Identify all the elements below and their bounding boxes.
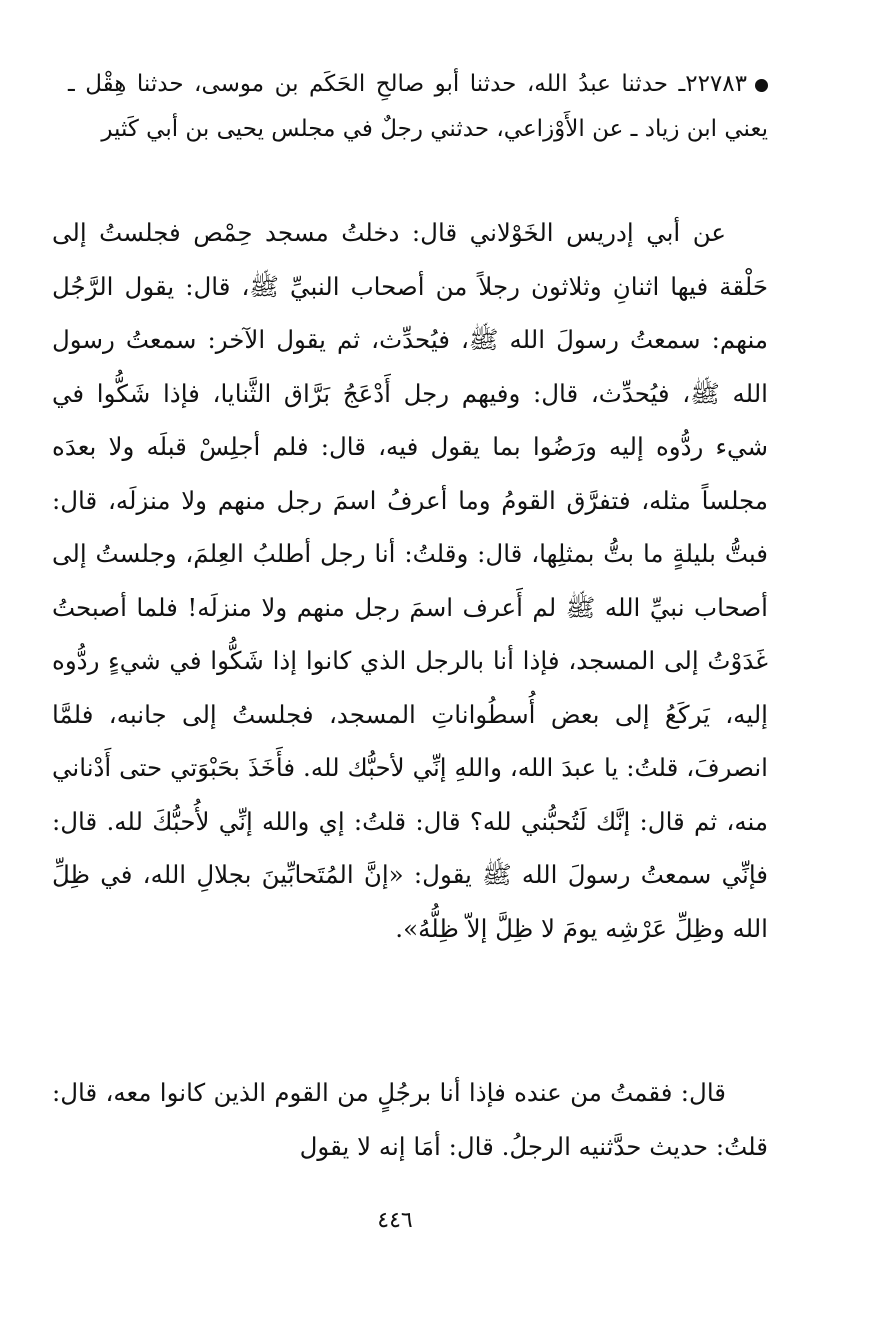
page-number: ٤٤٦ bbox=[377, 1208, 413, 1233]
hadith-isnad-paragraph bbox=[68, 62, 768, 152]
hadith-matn-paragraph bbox=[52, 206, 768, 955]
hadith-tail-text: قال: فقمتُ من عنده فإذا أنا برجُلٍ من القوم الذين كانوا معه، قال: قلتُ: حديث حدَّثنيه الرجلُ. قال: أمَا إنه لا يقول bbox=[52, 1078, 768, 1161]
bullet-icon bbox=[755, 79, 768, 92]
hadith-isnad-text: ٢٢٧٨٣ـ حدثنا عبدُ الله، حدثنا أبو صالحِ الحَكَم بن موسى، حدثنا هِقْل ـ يعني ابن زياد ـ عن الأَوْزاعي، حدثني رجلٌ في مجلس يحيى بن أبي كَثير bbox=[68, 71, 768, 142]
hadith-matn-text: عن أبي إدريس الخَوْلاني قال: دخلتُ مسجد حِمْص فجلستُ إلى حَلْقة فيها اثنانِ وثلاثون رجلاً من أصحاب النبيِّ ﷺ، قال: يقول الرَّجُل منهم: سمعتُ رسولَ الله ﷺ، فيُحدِّث، ثم يقول الآخر: سمعتُ رسول الله ﷺ، فيُحدِّث، قال: وفيهم رجل أَدْعَجُ بَرَّاق الثَّنايا، فإذا شَكُّوا في شيء ردُّوه إليه ورَضُوا بما يقول فيه، قال: فلم أجلِسْ قبلَه ولا بعدَه مجلساً مثله، فتفرَّق القومُ وما أعرفُ اسمَ رجل منهم ولا منزلَه، قال: فبتُّ بليلةٍ ما بتُّ بمثلِها، قال: وقلتُ: أنا رجل أطلبُ العِلمَ، وجلستُ إلى أصحاب نبيِّ الله ﷺ لم أَعرف اسمَ رجل منهم ولا منزلَه! فلما أصبحتُ غَدَوْتُ إلى المسجد، فإذا أنا بالرجل الذي كانوا إذا شَكُّوا في شيءٍ ردُّوه إليه، يَركَعُ إلى بعض أُسطُواناتِ المسجد، فجلستُ إلى جانبه، فلمَّا انصرفَ، قلتُ: يا عبدَ الله، واللهِ إنِّي لأحبُّك لله. فأَخَذَ بحَبْوَتي حتى أَدْناني منه، ثم قال: إنَّك لَتُحبُّني لله؟ قال: قلتُ: إي والله إنِّي لأُحبُّكَ لله. قال: فإنِّي سمعتُ رسولَ الله ﷺ يقول: «إنَّ المُتَحابِّينَ بجلالِ الله، في ظِلِّ الله وظِلِّ عَرْشِه يومَ لا ظِلَّ إلاّ ظِلُّهُ». bbox=[52, 218, 768, 943]
hadith-tail-paragraph bbox=[52, 1066, 768, 1173]
